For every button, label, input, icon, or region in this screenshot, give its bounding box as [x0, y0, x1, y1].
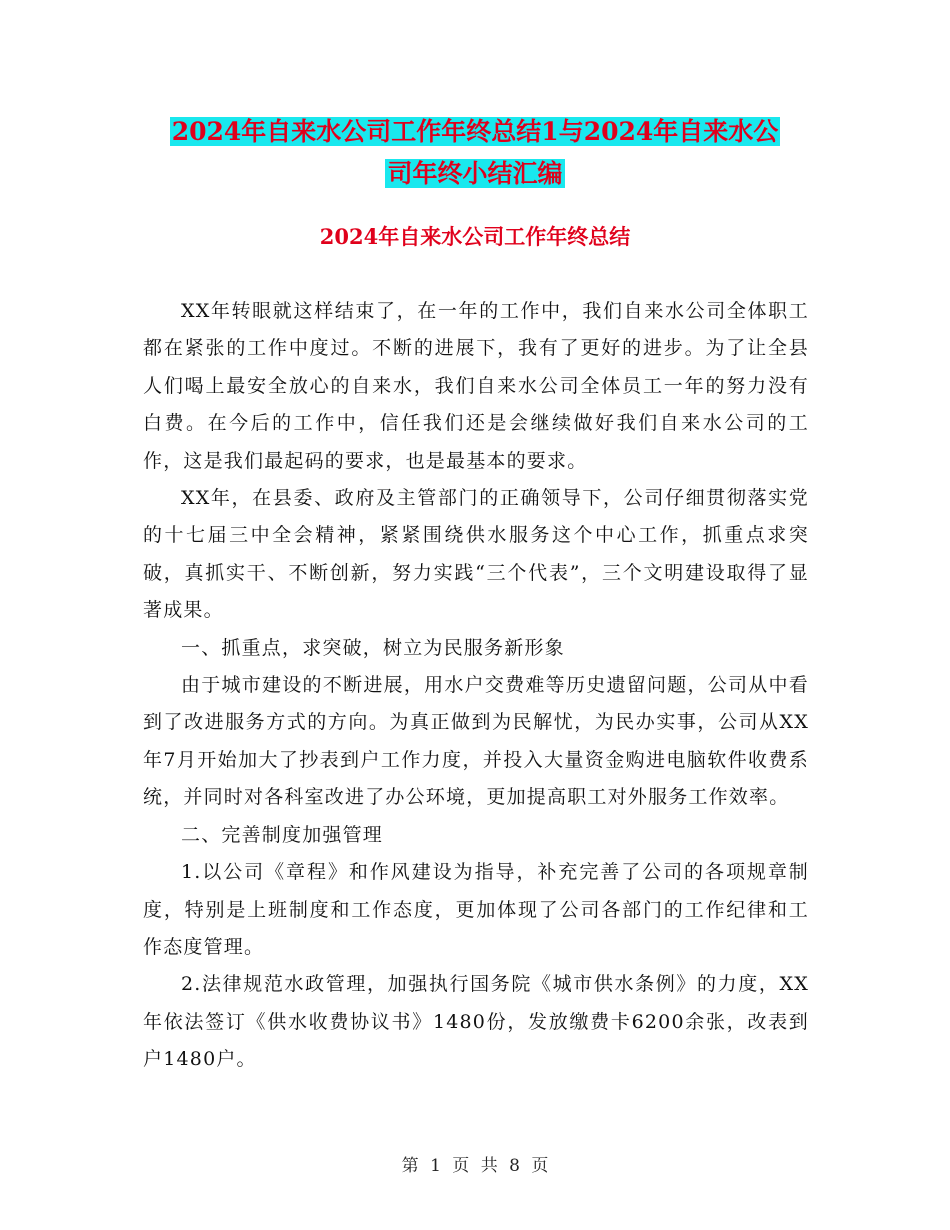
paragraph-achievements: XX年，在县委、政府及主管部门的正确领导下，公司仔细贯彻落实党的十七届三中全会精神，紧紧围绕供水服务这个中心工作，抓重点求突破，真抓实干、不断创新，努力实践“三个代表”，三个文明建设取得了显著成果。: [143, 487, 809, 622]
document-title-highlight-2: 司年终小结汇编: [387, 159, 563, 188]
page-footer: 第 1 页 共 8 页: [401, 1156, 549, 1176]
section-heading: 2024年自来水公司工作年终总结: [319, 224, 631, 249]
subheading-two: 二、完善制度加强管理: [181, 823, 384, 846]
paragraph-intro: XX年转眼就这样结束了，在一年的工作中，我们自来水公司全体职工都在紧张的工作中度过。不断的进展下，我有了更好的进步。为了让全县人们喝上最安全放心的自来水，我们自来水公司全体员工一年的努力没有白费。在今后的工作中，信任我们还是会继续做好我们自来水公司的工作，这是我们最起码的要求，也是最基本的要求。: [143, 300, 809, 472]
subheading-one: 一、抓重点，求突破，树立为民服务新形象: [181, 636, 565, 659]
paragraph-item-1: 1.以公司《章程》和作风建设为指导，补充完善了公司的各项规章制度，特别是上班制度和工作态度，更加体现了公司各部门的工作纪律和工作态度管理。: [143, 861, 809, 958]
document-title-highlight-1: 2024年自来水公司工作年终总结1与2024年自来水公: [171, 117, 779, 146]
paragraph-item-2: 2.法律规范水政管理，加强执行国务院《城市供水条例》的力度，XX年依法签订《供水收费协议书》1480份，发放缴费卡6200余张，改表到户1480户。: [143, 973, 809, 1071]
document-body: [143, 293, 809, 1079]
document-title-line-1: [0, 112, 950, 152]
paragraph-service: 由于城市建设的不断进展，用水户交费难等历史遗留问题，公司从中看到了改进服务方式的方向。为真正做到为民解忧，为民办实事，公司从XX年7月开始加大了抄表到户工作力度，并投入大量资金购进电脑软件收费系统，并同时对各科室改进了办公环境，更加提高职工对外服务工作效率。: [143, 674, 809, 809]
document-title-line-2: [0, 154, 950, 194]
